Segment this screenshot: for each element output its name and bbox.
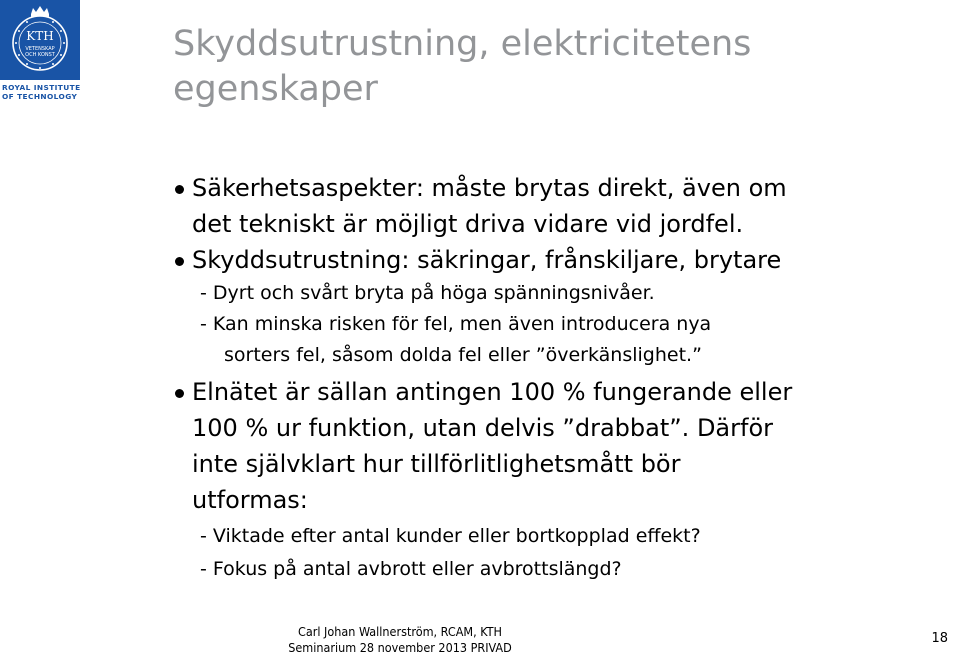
kth-logo: [0, 0, 80, 105]
svg-text:OCH KONST: OCH KONST: [25, 52, 55, 58]
bullet-item-grid: [172, 374, 942, 518]
footer-author: Carl Johan Wallnerström, RCAM, KTH: [297, 624, 502, 639]
sub-item-risk: [172, 309, 942, 371]
slide-footer: [270, 624, 530, 656]
sub-line: - Viktade efter antal kunder eller bortkopplad effekt?: [200, 525, 701, 547]
kth-logo-text: KTH: [26, 29, 54, 43]
bullet-line: Elnätet är sällan antingen 100 % fungerande eller: [192, 378, 793, 406]
sub-item-weighting: [172, 521, 942, 552]
logo-caption-line2: OF TECHNOLOGY: [2, 92, 78, 101]
sub-line: - Dyrt och svårt bryta på höga spänningsnivåer.: [200, 282, 655, 304]
footer-event: Seminarium 28 november 2013 PRIVAD: [288, 640, 512, 655]
sub-line: - Kan minska risken för fel, men även introducera nya: [200, 313, 712, 335]
slide-title-line2: egenskaper: [173, 69, 378, 109]
page-number: 18: [931, 631, 948, 646]
sub-line: sorters fel, såsom dolda fel eller ”överkänslighet.”: [224, 344, 702, 366]
sub-item-focus: [172, 554, 942, 585]
bullet-line: det tekniskt är möjligt driva vidare vid jordfel.: [192, 210, 744, 238]
logo-caption-line1: ROYAL INSTITUTE: [2, 83, 81, 92]
sub-item-cost: [172, 278, 942, 309]
bullet-line: inte självklart hur tillförlitlighetsmått bör: [192, 450, 681, 478]
svg-text:VETENSKAP: VETENSKAP: [25, 46, 55, 52]
slide-title-line1: Skyddsutrustning, elektricitetens: [173, 24, 752, 64]
bullet-dot-icon: [175, 257, 184, 266]
bullet-line: Säkerhetsaspekter: måste brytas direkt, även om: [192, 174, 787, 202]
bullet-line: Skyddsutrustning: säkringar, frånskiljare, brytare: [192, 246, 782, 274]
slide-body: [172, 170, 942, 585]
kth-logo-caption: [2, 83, 82, 101]
bullet-line: 100 % ur funktion, utan delvis ”drabbat”. Därför: [192, 414, 773, 442]
bullet-dot-icon: [175, 389, 184, 398]
kth-emblem-icon: [0, 0, 80, 80]
slide-title: [173, 22, 933, 112]
bullet-line: utformas:: [192, 486, 308, 514]
bullet-item-protection: [172, 242, 942, 278]
sub-line: - Fokus på antal avbrott eller avbrottslängd?: [200, 558, 622, 580]
kth-logo-mark: [0, 0, 80, 80]
bullet-dot-icon: [175, 185, 184, 194]
bullet-item-safety: [172, 170, 942, 242]
